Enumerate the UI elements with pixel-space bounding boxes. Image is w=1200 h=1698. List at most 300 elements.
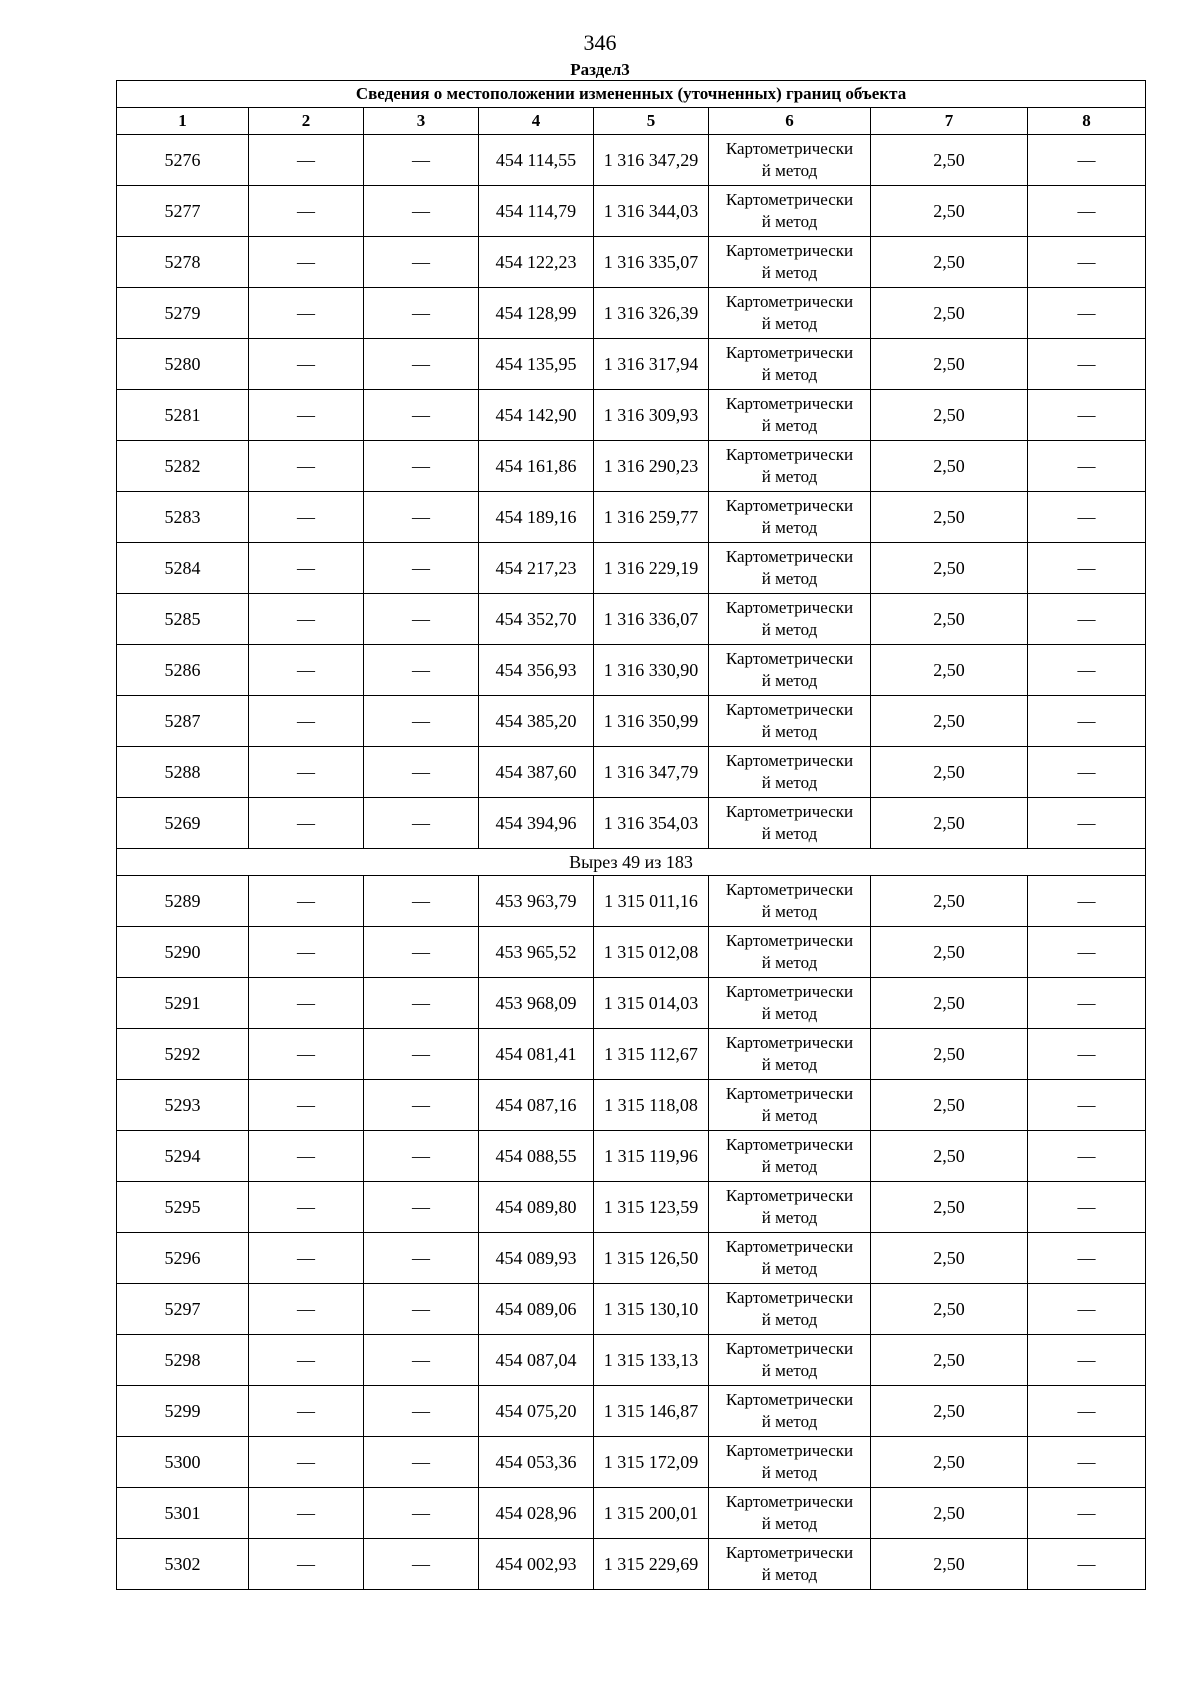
table-row <box>117 1539 1146 1590</box>
dash-cell: — <box>249 390 364 441</box>
dash-cell: — <box>249 339 364 390</box>
block-label: Вырез 49 из 183 <box>117 849 1146 876</box>
method-cell <box>709 927 871 978</box>
column-header: 5 <box>594 108 709 135</box>
dash-cell: — <box>249 747 364 798</box>
accuracy-cell: 2,50 <box>871 1131 1028 1182</box>
point-number-cell: 5287 <box>117 696 249 747</box>
y-coordinate-cell: 1 316 259,77 <box>594 492 709 543</box>
dash-cell: — <box>364 1437 479 1488</box>
method-line: Картометрически <box>725 1186 854 1205</box>
x-coordinate-cell: 454 089,80 <box>479 1182 594 1233</box>
method-line: Картометрически <box>725 1135 854 1154</box>
dash-cell: — <box>1028 747 1146 798</box>
dash-cell: — <box>249 978 364 1029</box>
table-row <box>117 1386 1146 1437</box>
table-row <box>117 1233 1146 1284</box>
dash-cell: — <box>249 1437 364 1488</box>
accuracy-cell: 2,50 <box>871 1284 1028 1335</box>
dash-cell: — <box>364 1386 479 1437</box>
point-number-cell: 5281 <box>117 390 249 441</box>
column-header-row <box>117 108 1146 135</box>
y-coordinate-cell: 1 316 290,23 <box>594 441 709 492</box>
accuracy-cell: 2,50 <box>871 645 1028 696</box>
x-coordinate-cell: 454 089,06 <box>479 1284 594 1335</box>
method-line: й метод <box>761 1514 818 1533</box>
y-coordinate-cell: 1 316 309,93 <box>594 390 709 441</box>
table-row <box>117 390 1146 441</box>
accuracy-cell: 2,50 <box>871 696 1028 747</box>
dash-cell: — <box>364 1182 479 1233</box>
dash-cell: — <box>364 1080 479 1131</box>
x-coordinate-cell: 454 089,93 <box>479 1233 594 1284</box>
dash-cell: — <box>249 1131 364 1182</box>
dash-cell: — <box>364 1131 479 1182</box>
method-line: й метод <box>761 569 818 588</box>
dash-cell: — <box>364 1284 479 1335</box>
point-number-cell: 5299 <box>117 1386 249 1437</box>
point-number-cell: 5283 <box>117 492 249 543</box>
dash-cell: — <box>249 135 364 186</box>
table-row <box>117 1437 1146 1488</box>
method-line: й метод <box>761 1565 818 1584</box>
dash-cell: — <box>249 1335 364 1386</box>
accuracy-cell: 2,50 <box>871 441 1028 492</box>
method-cell <box>709 135 871 186</box>
method-line: Картометрически <box>725 1492 854 1511</box>
x-coordinate-cell: 454 028,96 <box>479 1488 594 1539</box>
method-cell <box>709 1131 871 1182</box>
y-coordinate-cell: 1 315 012,08 <box>594 927 709 978</box>
y-coordinate-cell: 1 316 347,29 <box>594 135 709 186</box>
method-cell <box>709 186 871 237</box>
dash-cell: — <box>249 1182 364 1233</box>
x-coordinate-cell: 454 356,93 <box>479 645 594 696</box>
y-coordinate-cell: 1 315 200,01 <box>594 1488 709 1539</box>
table-row <box>117 186 1146 237</box>
method-line: й метод <box>761 365 818 384</box>
dash-cell: — <box>364 288 479 339</box>
accuracy-cell: 2,50 <box>871 1080 1028 1131</box>
accuracy-cell: 2,50 <box>871 543 1028 594</box>
method-line: Картометрически <box>725 1084 854 1103</box>
point-number-cell: 5285 <box>117 594 249 645</box>
y-coordinate-cell: 1 316 330,90 <box>594 645 709 696</box>
x-coordinate-cell: 454 081,41 <box>479 1029 594 1080</box>
column-header: 2 <box>249 108 364 135</box>
accuracy-cell: 2,50 <box>871 186 1028 237</box>
dash-cell: — <box>364 594 479 645</box>
table-row <box>117 492 1146 543</box>
method-cell <box>709 747 871 798</box>
method-line: й метод <box>761 416 818 435</box>
x-coordinate-cell: 454 053,36 <box>479 1437 594 1488</box>
accuracy-cell: 2,50 <box>871 237 1028 288</box>
method-line: й метод <box>761 773 818 792</box>
method-line: й метод <box>761 1004 818 1023</box>
dash-cell: — <box>249 798 364 849</box>
table-row <box>117 1488 1146 1539</box>
dash-cell: — <box>1028 135 1146 186</box>
accuracy-cell: 2,50 <box>871 135 1028 186</box>
y-coordinate-cell: 1 315 118,08 <box>594 1080 709 1131</box>
x-coordinate-cell: 454 189,16 <box>479 492 594 543</box>
method-line: й метод <box>761 467 818 486</box>
table-row <box>117 876 1146 927</box>
accuracy-cell: 2,50 <box>871 876 1028 927</box>
dash-cell: — <box>249 876 364 927</box>
method-cell <box>709 1182 871 1233</box>
x-coordinate-cell: 454 385,20 <box>479 696 594 747</box>
point-number-cell: 5301 <box>117 1488 249 1539</box>
table-row <box>117 441 1146 492</box>
dash-cell: — <box>1028 978 1146 1029</box>
x-coordinate-cell: 453 968,09 <box>479 978 594 1029</box>
method-line: Картометрически <box>725 1339 854 1358</box>
dash-cell: — <box>364 135 479 186</box>
table-row <box>117 288 1146 339</box>
method-line: Картометрически <box>725 649 854 668</box>
method-line: й метод <box>761 518 818 537</box>
dash-cell: — <box>249 1386 364 1437</box>
dash-cell: — <box>1028 594 1146 645</box>
method-line: й метод <box>761 1157 818 1176</box>
column-header: 3 <box>364 108 479 135</box>
accuracy-cell: 2,50 <box>871 927 1028 978</box>
y-coordinate-cell: 1 315 172,09 <box>594 1437 709 1488</box>
y-coordinate-cell: 1 316 336,07 <box>594 594 709 645</box>
method-line: й метод <box>761 671 818 690</box>
method-cell <box>709 1080 871 1131</box>
dash-cell: — <box>364 747 479 798</box>
method-line: Картометрически <box>725 139 854 158</box>
method-cell <box>709 339 871 390</box>
x-coordinate-cell: 454 087,04 <box>479 1335 594 1386</box>
y-coordinate-cell: 1 315 146,87 <box>594 1386 709 1437</box>
dash-cell: — <box>1028 492 1146 543</box>
table-row <box>117 696 1146 747</box>
dash-cell: — <box>249 1284 364 1335</box>
method-cell <box>709 1488 871 1539</box>
table-row <box>117 747 1146 798</box>
method-line: й метод <box>761 953 818 972</box>
table-row <box>117 135 1146 186</box>
point-number-cell: 5280 <box>117 339 249 390</box>
point-number-cell: 5290 <box>117 927 249 978</box>
point-number-cell: 5295 <box>117 1182 249 1233</box>
dash-cell: — <box>249 645 364 696</box>
method-cell <box>709 1539 871 1590</box>
method-line: Картометрически <box>725 394 854 413</box>
method-cell <box>709 594 871 645</box>
method-line: Картометрически <box>725 190 854 209</box>
dash-cell: — <box>364 696 479 747</box>
dash-cell: — <box>1028 798 1146 849</box>
column-header: 8 <box>1028 108 1146 135</box>
y-coordinate-cell: 1 315 126,50 <box>594 1233 709 1284</box>
method-line: Картометрически <box>725 802 854 821</box>
accuracy-cell: 2,50 <box>871 594 1028 645</box>
x-coordinate-cell: 454 122,23 <box>479 237 594 288</box>
x-coordinate-cell: 454 075,20 <box>479 1386 594 1437</box>
dash-cell: — <box>1028 441 1146 492</box>
dash-cell: — <box>1028 390 1146 441</box>
dash-cell: — <box>1028 1029 1146 1080</box>
dash-cell: — <box>1028 1284 1146 1335</box>
table-row <box>117 1029 1146 1080</box>
dash-cell: — <box>249 1539 364 1590</box>
point-number-cell: 5292 <box>117 1029 249 1080</box>
point-number-cell: 5282 <box>117 441 249 492</box>
accuracy-cell: 2,50 <box>871 1539 1028 1590</box>
x-coordinate-cell: 454 161,86 <box>479 441 594 492</box>
y-coordinate-cell: 1 315 123,59 <box>594 1182 709 1233</box>
x-coordinate-cell: 454 087,16 <box>479 1080 594 1131</box>
method-cell <box>709 1284 871 1335</box>
dash-cell: — <box>1028 339 1146 390</box>
y-coordinate-cell: 1 315 112,67 <box>594 1029 709 1080</box>
dash-cell: — <box>1028 696 1146 747</box>
method-line: й метод <box>761 902 818 921</box>
method-line: Картометрически <box>725 931 854 950</box>
method-cell <box>709 441 871 492</box>
dash-cell: — <box>249 1029 364 1080</box>
method-line: Картометрически <box>725 1543 854 1562</box>
point-number-cell: 5269 <box>117 798 249 849</box>
x-coordinate-cell: 454 387,60 <box>479 747 594 798</box>
coordinates-table <box>116 80 1146 1590</box>
dash-cell: — <box>1028 543 1146 594</box>
page-number: 346 <box>583 30 617 55</box>
method-line: Картометрически <box>725 343 854 362</box>
accuracy-cell: 2,50 <box>871 1386 1028 1437</box>
dash-cell: — <box>1028 1131 1146 1182</box>
section-title: Раздел3 <box>570 60 630 79</box>
dash-cell: — <box>1028 1335 1146 1386</box>
accuracy-cell: 2,50 <box>871 492 1028 543</box>
accuracy-cell: 2,50 <box>871 1029 1028 1080</box>
dash-cell: — <box>1028 876 1146 927</box>
method-cell <box>709 696 871 747</box>
method-cell <box>709 978 871 1029</box>
method-line: Картометрически <box>725 292 854 311</box>
y-coordinate-cell: 1 316 335,07 <box>594 237 709 288</box>
dash-cell: — <box>249 594 364 645</box>
dash-cell: — <box>249 492 364 543</box>
dash-cell: — <box>364 1539 479 1590</box>
method-line: Картометрически <box>725 700 854 719</box>
method-line: й метод <box>761 314 818 333</box>
method-cell <box>709 492 871 543</box>
method-line: Картометрически <box>725 496 854 515</box>
dash-cell: — <box>364 927 479 978</box>
dash-cell: — <box>364 1335 479 1386</box>
x-coordinate-cell: 454 394,96 <box>479 798 594 849</box>
method-line: Картометрически <box>725 1033 854 1052</box>
dash-cell: — <box>364 1029 479 1080</box>
method-line: Картометрически <box>725 880 854 899</box>
y-coordinate-cell: 1 316 326,39 <box>594 288 709 339</box>
point-number-cell: 5286 <box>117 645 249 696</box>
dash-cell: — <box>364 390 479 441</box>
dash-cell: — <box>364 339 479 390</box>
point-number-cell: 5284 <box>117 543 249 594</box>
x-coordinate-cell: 453 963,79 <box>479 876 594 927</box>
method-cell <box>709 1029 871 1080</box>
dash-cell: — <box>364 1233 479 1284</box>
dash-cell: — <box>364 543 479 594</box>
column-header: 6 <box>709 108 871 135</box>
method-line: Картометрически <box>725 445 854 464</box>
method-cell <box>709 645 871 696</box>
point-number-cell: 5276 <box>117 135 249 186</box>
accuracy-cell: 2,50 <box>871 288 1028 339</box>
dash-cell: — <box>249 237 364 288</box>
dash-cell: — <box>249 696 364 747</box>
x-coordinate-cell: 453 965,52 <box>479 927 594 978</box>
method-line: й метод <box>761 1412 818 1431</box>
method-line: Картометрически <box>725 1288 854 1307</box>
accuracy-cell: 2,50 <box>871 1488 1028 1539</box>
point-number-cell: 5296 <box>117 1233 249 1284</box>
point-number-cell: 5279 <box>117 288 249 339</box>
method-line: Картометрически <box>725 751 854 770</box>
point-number-cell: 5278 <box>117 237 249 288</box>
table-row <box>117 543 1146 594</box>
point-number-cell: 5291 <box>117 978 249 1029</box>
accuracy-cell: 2,50 <box>871 1233 1028 1284</box>
method-line: Картометрически <box>725 1237 854 1256</box>
x-coordinate-cell: 454 352,70 <box>479 594 594 645</box>
x-coordinate-cell: 454 142,90 <box>479 390 594 441</box>
method-line: й метод <box>761 620 818 639</box>
accuracy-cell: 2,50 <box>871 1437 1028 1488</box>
y-coordinate-cell: 1 316 229,19 <box>594 543 709 594</box>
method-line: Картометрически <box>725 1441 854 1460</box>
dash-cell: — <box>1028 288 1146 339</box>
point-number-cell: 5288 <box>117 747 249 798</box>
dash-cell: — <box>249 288 364 339</box>
method-cell <box>709 798 871 849</box>
x-coordinate-cell: 454 217,23 <box>479 543 594 594</box>
table-row <box>117 1182 1146 1233</box>
y-coordinate-cell: 1 316 354,03 <box>594 798 709 849</box>
dash-cell: — <box>1028 1080 1146 1131</box>
dash-cell: — <box>1028 927 1146 978</box>
y-coordinate-cell: 1 316 344,03 <box>594 186 709 237</box>
method-line: й метод <box>761 212 818 231</box>
dash-cell: — <box>1028 1488 1146 1539</box>
method-cell <box>709 543 871 594</box>
dash-cell: — <box>364 237 479 288</box>
dash-cell: — <box>364 798 479 849</box>
table-row <box>117 978 1146 1029</box>
point-number-cell: 5294 <box>117 1131 249 1182</box>
dash-cell: — <box>364 978 479 1029</box>
dash-cell: — <box>364 492 479 543</box>
method-line: й метод <box>761 1259 818 1278</box>
y-coordinate-cell: 1 315 133,13 <box>594 1335 709 1386</box>
method-cell <box>709 288 871 339</box>
method-line: й метод <box>761 1463 818 1482</box>
method-line: Картометрически <box>725 982 854 1001</box>
dash-cell: — <box>249 186 364 237</box>
table-body <box>117 135 1146 1590</box>
table-row <box>117 1335 1146 1386</box>
block-separator-row <box>117 849 1146 876</box>
column-header: 4 <box>479 108 594 135</box>
method-cell <box>709 390 871 441</box>
method-line: Картометрически <box>725 1390 854 1409</box>
dash-cell: — <box>364 1488 479 1539</box>
table-row <box>117 927 1146 978</box>
table-row <box>117 339 1146 390</box>
point-number-cell: 5298 <box>117 1335 249 1386</box>
table-row <box>117 1284 1146 1335</box>
dash-cell: — <box>1028 1182 1146 1233</box>
dash-cell: — <box>1028 1386 1146 1437</box>
accuracy-cell: 2,50 <box>871 798 1028 849</box>
method-line: й метод <box>761 1106 818 1125</box>
y-coordinate-cell: 1 316 347,79 <box>594 747 709 798</box>
dash-cell: — <box>249 441 364 492</box>
point-number-cell: 5277 <box>117 186 249 237</box>
y-coordinate-cell: 1 316 350,99 <box>594 696 709 747</box>
table-row <box>117 1131 1146 1182</box>
method-cell <box>709 1386 871 1437</box>
accuracy-cell: 2,50 <box>871 978 1028 1029</box>
method-line: й метод <box>761 263 818 282</box>
dash-cell: — <box>364 876 479 927</box>
method-line: Картометрически <box>725 547 854 566</box>
table-row <box>117 594 1146 645</box>
dash-cell: — <box>249 1488 364 1539</box>
column-header: 7 <box>871 108 1028 135</box>
dash-cell: — <box>1028 1233 1146 1284</box>
table-row <box>117 237 1146 288</box>
method-line: й метод <box>761 1208 818 1227</box>
column-header: 1 <box>117 108 249 135</box>
x-coordinate-cell: 454 128,99 <box>479 288 594 339</box>
accuracy-cell: 2,50 <box>871 339 1028 390</box>
dash-cell: — <box>1028 645 1146 696</box>
method-cell <box>709 237 871 288</box>
y-coordinate-cell: 1 315 011,16 <box>594 876 709 927</box>
dash-cell: — <box>249 927 364 978</box>
y-coordinate-cell: 1 315 014,03 <box>594 978 709 1029</box>
accuracy-cell: 2,50 <box>871 390 1028 441</box>
point-number-cell: 5293 <box>117 1080 249 1131</box>
dash-cell: — <box>1028 1437 1146 1488</box>
point-number-cell: 5289 <box>117 876 249 927</box>
accuracy-cell: 2,50 <box>871 1335 1028 1386</box>
table-row <box>117 1080 1146 1131</box>
method-line: й метод <box>761 722 818 741</box>
dash-cell: — <box>364 186 479 237</box>
method-line: й метод <box>761 161 818 180</box>
method-line: й метод <box>761 1310 818 1329</box>
x-coordinate-cell: 454 088,55 <box>479 1131 594 1182</box>
y-coordinate-cell: 1 316 317,94 <box>594 339 709 390</box>
dash-cell: — <box>1028 237 1146 288</box>
accuracy-cell: 2,50 <box>871 747 1028 798</box>
point-number-cell: 5297 <box>117 1284 249 1335</box>
method-line: Картометрически <box>725 598 854 617</box>
dash-cell: — <box>249 1233 364 1284</box>
x-coordinate-cell: 454 114,79 <box>479 186 594 237</box>
method-cell <box>709 876 871 927</box>
y-coordinate-cell: 1 315 130,10 <box>594 1284 709 1335</box>
